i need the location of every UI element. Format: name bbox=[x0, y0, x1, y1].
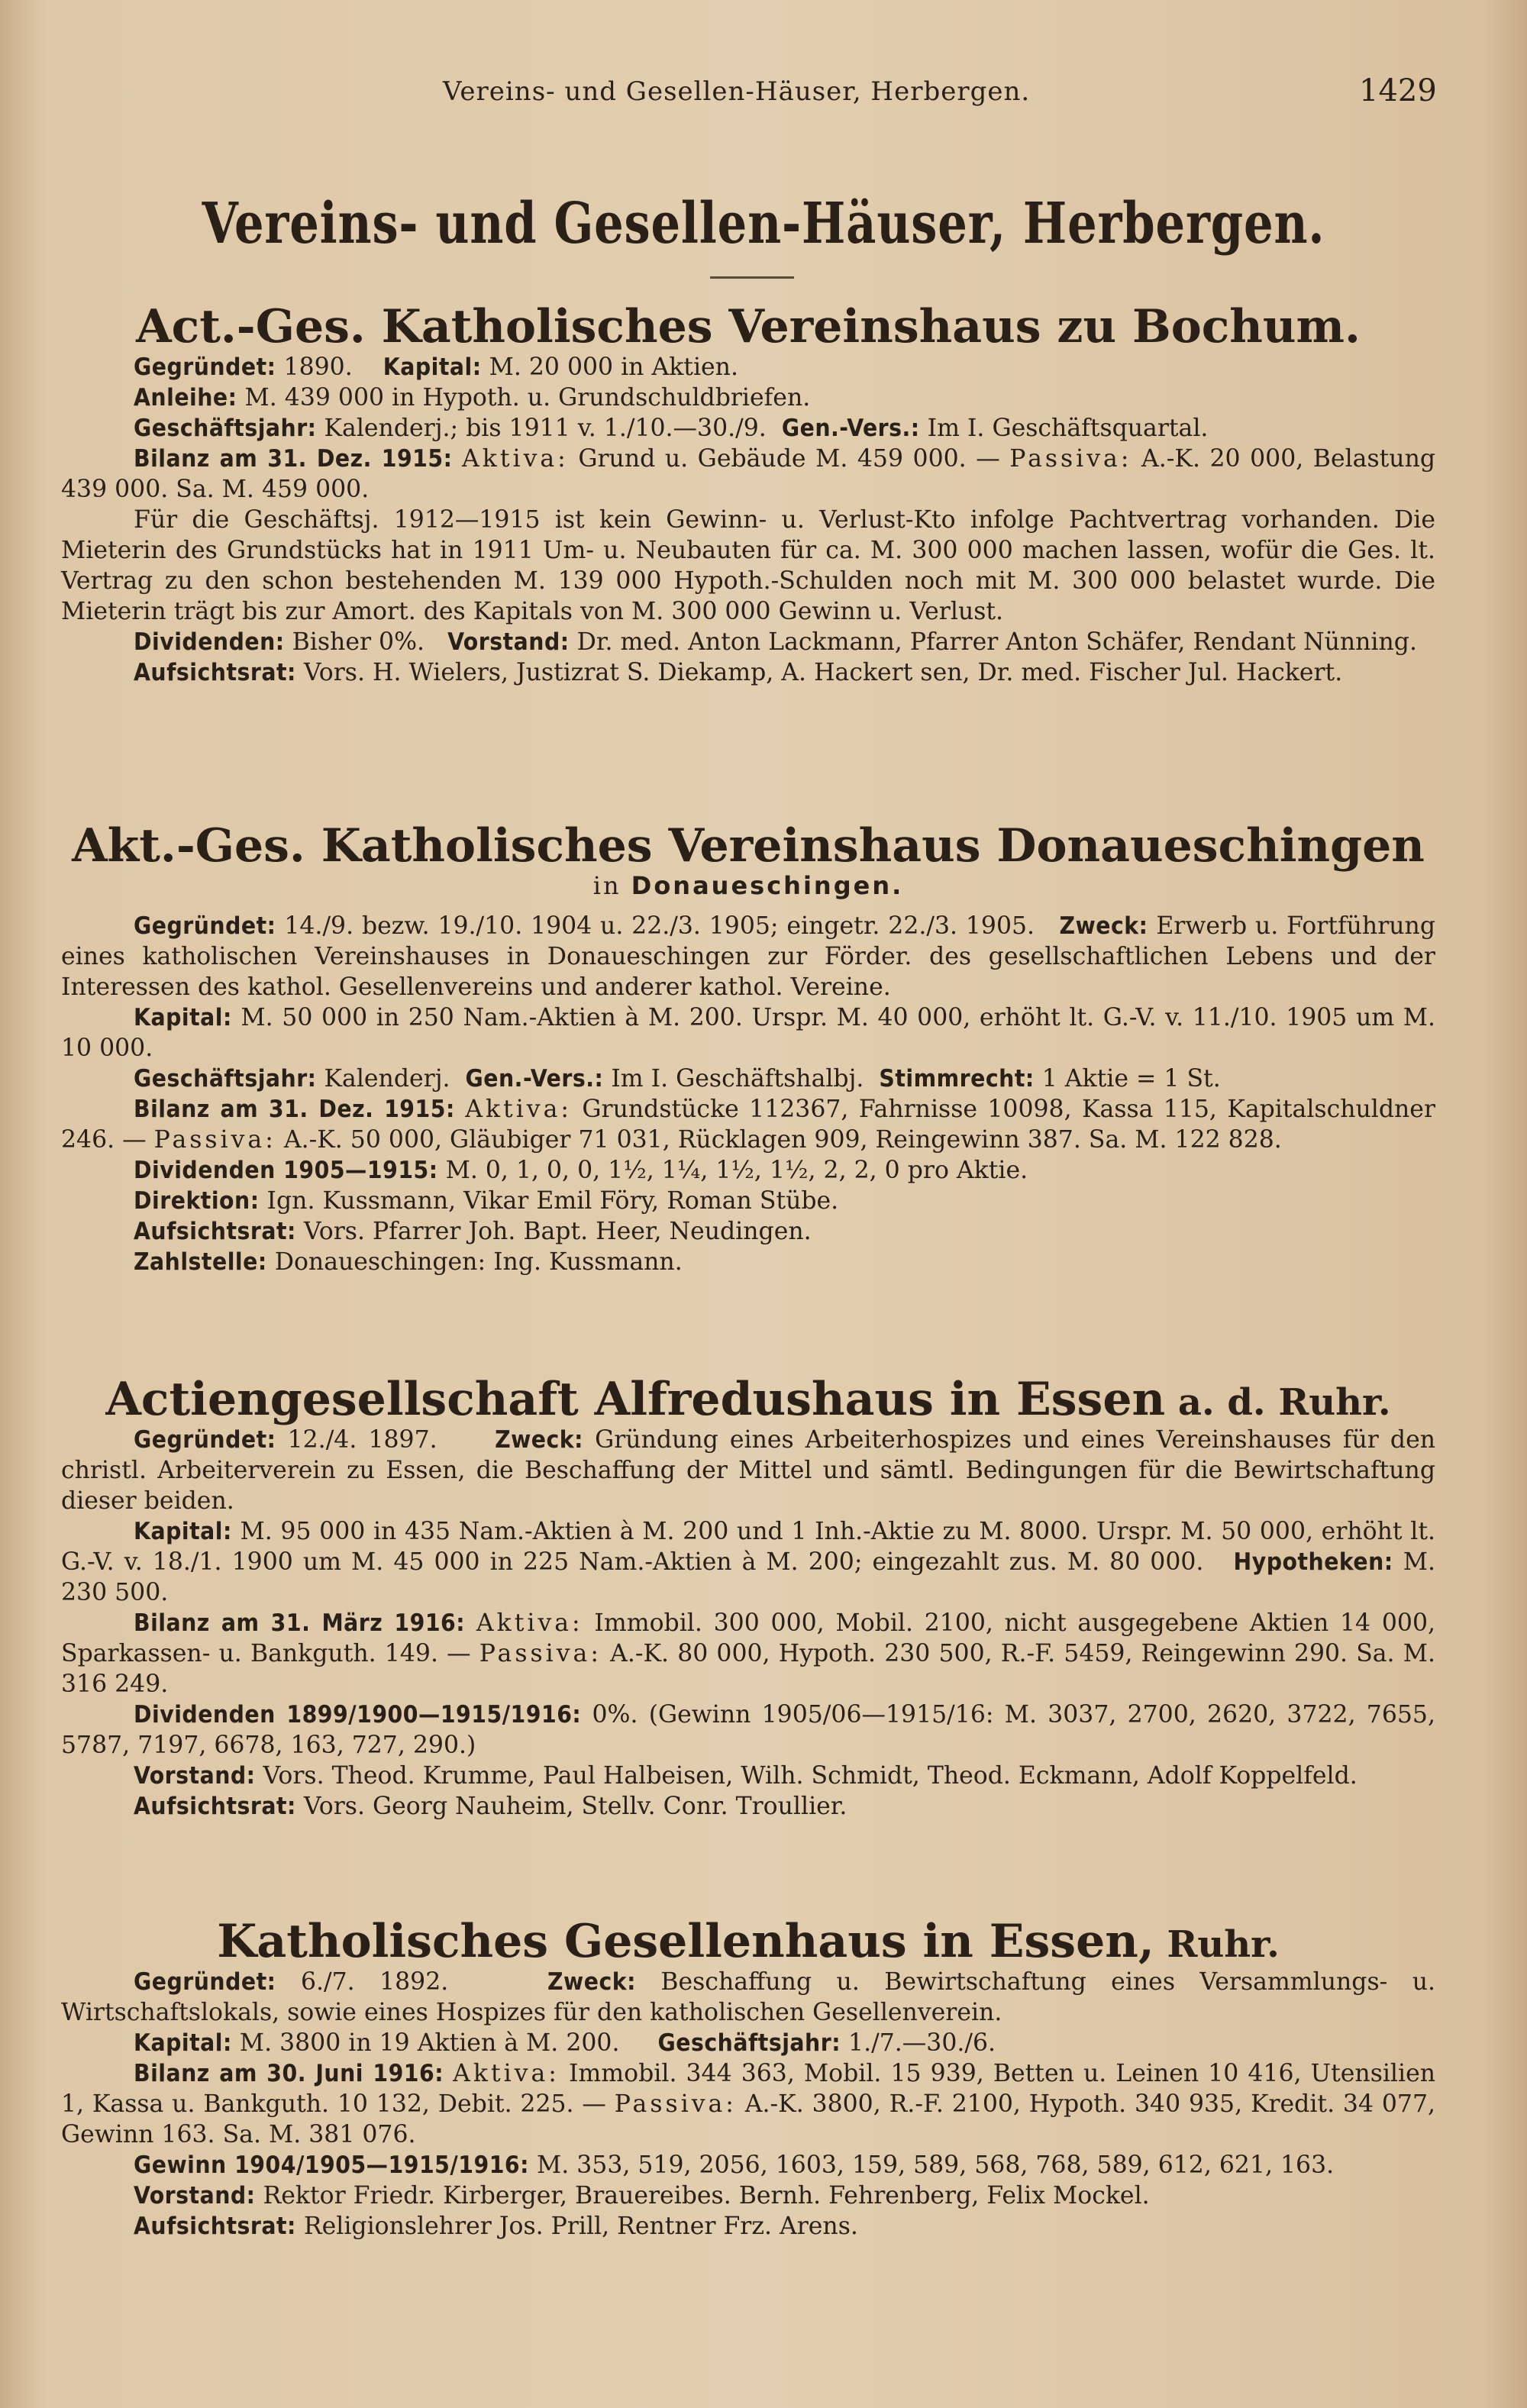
entry-paragraph bbox=[61, 1216, 1435, 1247]
field-label: Kapital: bbox=[134, 1518, 232, 1545]
entry-paragraph bbox=[61, 2180, 1435, 2211]
field-text: Kalenderj.; bis 1911 v. 1./10.—30./9. bbox=[316, 415, 782, 442]
entry-title bbox=[61, 1374, 1435, 1425]
field-label: Kapital: bbox=[383, 353, 482, 381]
field-label: Geschäftsjahr: bbox=[657, 2029, 841, 2057]
field-label: Hypotheken: bbox=[1233, 1548, 1393, 1576]
field-label: Bilanz am 31. Dez. 1915: bbox=[134, 445, 453, 473]
entry-paragraph bbox=[61, 1094, 1444, 1155]
field-text: 12./4. 1897. bbox=[276, 1426, 496, 1454]
balance-side-label: Passiva: bbox=[1009, 445, 1132, 473]
field-text: Im I. Geschäftsquartal. bbox=[919, 415, 1209, 442]
entry-gesellenhaus-essen bbox=[61, 1915, 1444, 2242]
field-text: M. 230 500. bbox=[61, 1548, 1444, 1606]
entry-body bbox=[61, 1967, 1444, 2242]
entry-paragraph bbox=[61, 1155, 1435, 1186]
field-label: Kapital: bbox=[134, 2029, 232, 2057]
field-text: Erwerb u. Fortführung eines katholischen Vereinshauses in Donaueschingen zur Förder. des gesellschaftlichen Lebens und der Interessen des kathol. Gesellenvereins und anderer kathol. Vereine. bbox=[61, 912, 1444, 1001]
field-text: Rektor Friedr. Kirberger, Brauereibes. Bernh. Fehrenberg, Felix Mockel. bbox=[255, 2182, 1150, 2209]
field-text: M. 439 000 in Hypoth. u. Grundschuldbriefen. bbox=[237, 384, 811, 412]
entry-title-text: Akt.-Ges. Katholisches Vereinshaus Donaueschingen bbox=[72, 819, 1425, 873]
running-title: Vereins- und Gesellen-Häuser, Herbergen. bbox=[443, 76, 1031, 107]
field-text: Vors. Georg Nauheim, Stellv. Conr. Troullier. bbox=[295, 1793, 847, 1820]
field-text: M. 95 000 in 435 Nam.-Aktien à M. 200 und 1 Inh.-Aktie zu M. 8000. Urspr. M. 50 000, erhöht lt. G.-V. v. 18./1. 1900 um M. 45 000 in 225 Nam.-Aktien à M. 200; eingezahlt zus. M. 80 000. bbox=[61, 1518, 1444, 1576]
field-text: Ign. Kussmann, Vikar Emil Föry, Roman Stübe. bbox=[259, 1187, 839, 1215]
field-text: A.-K. 50 000, Gläubiger 71 031, Rücklagen 909, Reingewinn 387. Sa. M. 122 828. bbox=[276, 1126, 1282, 1154]
balance-side-label: Aktiva: bbox=[476, 1609, 583, 1637]
field-text: Donaueschingen: Ing. Kussmann. bbox=[266, 1248, 683, 1276]
entry-paragraph bbox=[61, 1967, 1444, 2028]
field-text: Vors. Theod. Krumme, Paul Halbeisen, Wilh. Schmidt, Theod. Eckmann, Adolf Koppelfeld. bbox=[255, 1762, 1358, 1790]
entry-paragraph bbox=[61, 1186, 1435, 1216]
entry-paragraph bbox=[61, 657, 1435, 688]
field-text: A.-K. 20 000, Belastung 439 000. Sa. M. 459 000. bbox=[61, 445, 1444, 503]
balance-side-label: Aktiva: bbox=[453, 2060, 560, 2087]
field-text: A.-K. 3800, R.-F. 2100, Hypoth. 340 935, Kredit. 34 077, Gewinn 163. Sa. M. 381 076. bbox=[61, 2090, 1444, 2148]
field-text: Gründung eines Arbeiterhospizes und eines Vereinshauses für den christl. Arbeiterverein zu Essen, die Beschaffung der Mittel und sämtl. Bedingungen für die Bewirtschaftung dieser beiden. bbox=[61, 1426, 1444, 1515]
field-label: Zweck: bbox=[547, 1968, 636, 1996]
entry-body bbox=[61, 911, 1444, 1277]
entry-title bbox=[61, 1916, 1435, 1967]
field-label: Gegründet: bbox=[134, 1968, 276, 1996]
entry-paragraph bbox=[61, 444, 1444, 505]
balance-side-label: Passiva: bbox=[614, 2090, 737, 2118]
field-label: Gen.-Vers.: bbox=[781, 415, 920, 442]
entry-title-text: Actiengesellschaft Alfredushaus in Essen bbox=[105, 1373, 1166, 1426]
field-label: Aufsichtsrat: bbox=[134, 1218, 296, 1245]
entry-paragraph bbox=[61, 1002, 1444, 1064]
field-label: Vorstand: bbox=[447, 628, 570, 656]
field-label: Bilanz am 30. Juni 1916: bbox=[134, 2060, 444, 2087]
entry-alfredushaus bbox=[61, 1373, 1444, 1822]
entry-paragraph bbox=[61, 911, 1444, 1002]
balance-side-label: Aktiva: bbox=[462, 445, 569, 473]
field-text: 14./9. bezw. 19./10. 1904 u. 22./3. 1905; eingetr. 22./3. 1905. bbox=[276, 912, 1060, 940]
field-label: Gen.-Vers.: bbox=[465, 1065, 604, 1093]
field-label: Gegründet: bbox=[134, 1426, 276, 1454]
field-text bbox=[465, 1609, 476, 1637]
field-text: Bisher 0%. bbox=[284, 628, 448, 656]
field-label: Vorstand: bbox=[134, 1762, 256, 1790]
field-text: Vors. H. Wielers, Justizrat S. Diekamp, A. Hackert sen, Dr. med. Fischer Jul. Hackert. bbox=[295, 659, 1343, 686]
field-label: Kapital: bbox=[134, 1004, 232, 1031]
entry-paragraph bbox=[61, 1608, 1444, 1699]
field-label: Aufsichtsrat: bbox=[134, 659, 296, 686]
entry-paragraph bbox=[61, 352, 1435, 383]
field-label: Dividenden: bbox=[134, 628, 285, 656]
field-text bbox=[455, 1096, 465, 1123]
entry-bochum bbox=[61, 300, 1444, 688]
field-label: Geschäftsjahr: bbox=[134, 415, 317, 442]
field-text bbox=[452, 445, 462, 473]
field-text: Vors. Pfarrer Joh. Bapt. Heer, Neudingen. bbox=[295, 1218, 812, 1245]
entry-donaueschingen bbox=[61, 819, 1444, 1277]
subtitle-place: Donaueschingen. bbox=[631, 871, 904, 900]
entry-title-text: Act.-Ges. Katholisches Vereinshaus zu Bochum. bbox=[136, 300, 1361, 353]
balance-side-label: Aktiva: bbox=[465, 1096, 572, 1123]
field-label: Zweck: bbox=[495, 1426, 583, 1454]
title-divider bbox=[710, 276, 794, 279]
field-label: Aufsichtsrat: bbox=[134, 1793, 296, 1820]
entry-title bbox=[61, 302, 1435, 352]
entry-paragraph bbox=[61, 1247, 1435, 1277]
field-text: M. 3800 in 19 Aktien à M. 200. bbox=[231, 2029, 658, 2057]
entry-paragraph bbox=[61, 1425, 1444, 1516]
field-label: Dividenden 1905—1915: bbox=[134, 1157, 438, 1184]
field-label: Zweck: bbox=[1059, 912, 1148, 940]
field-text: 1890. bbox=[276, 353, 383, 381]
field-text: M. 20 000 in Aktien. bbox=[481, 353, 738, 381]
field-text: Religionslehrer Jos. Prill, Rentner Frz. Arens. bbox=[295, 2213, 858, 2240]
field-text: Im I. Geschäftshalbj. bbox=[603, 1065, 880, 1093]
entry-paragraph bbox=[61, 2028, 1435, 2058]
field-text: Dr. med. Anton Lackmann, Pfarrer Anton Schäfer, Rendant Nünning. bbox=[569, 628, 1417, 656]
field-text: A.-K. 80 000, Hypoth. 230 500, R.-F. 5459, Reingewinn 290. Sa. M. 316 249. bbox=[61, 1640, 1444, 1698]
entry-paragraph bbox=[61, 627, 1435, 657]
entry-paragraph bbox=[61, 1064, 1435, 1094]
field-text: Beschaffung u. Bewirtschaftung eines Versammlungs- u. Wirtschaftslokals, sowie eines Hospizes für den katholischen Gesellenverein. bbox=[61, 1968, 1444, 2026]
field-label: Zahlstelle: bbox=[134, 1248, 267, 1276]
field-text: 0%. (Gewinn 1905/06—1915/16: M. 3037, 2700, 2620, 3722, 7655, 5787, 7197, 6678, 163, 727, 290.) bbox=[61, 1701, 1444, 1759]
entry-paragraph bbox=[61, 413, 1435, 444]
entry-paragraph bbox=[61, 1761, 1435, 1791]
field-text: Für die Geschäftsj. 1912—1915 ist kein Gewinn- u. Verlust-Kto infolge Pachtvertrag vorhanden. Die Mieterin des Grundstücks hat in 1911 Um- u. Neubauten für ca. M. 300 000 machen lassen, wofür die Ges. lt. Vertrag zu den schon bestehenden M. 139 000 Hypoth.-Schulden noch mit M. 300 000 belastet wurde. Die Mieterin trägt bis zur Amort. des Kapitals von M. 300 000 Gewinn u. Verlust. bbox=[61, 506, 1444, 625]
field-label: Stimmrecht: bbox=[879, 1065, 1035, 1093]
field-label: Gegründet: bbox=[134, 353, 276, 381]
entry-title bbox=[61, 821, 1435, 871]
balance-side-label: Passiva: bbox=[479, 1640, 602, 1667]
entry-paragraph bbox=[61, 1516, 1444, 1608]
field-label: Gewinn 1904/1905—1915/1916: bbox=[134, 2151, 529, 2179]
entry-paragraph bbox=[61, 2150, 1435, 2180]
field-label: Bilanz am 31. März 1916: bbox=[134, 1609, 466, 1637]
entry-paragraph bbox=[61, 2058, 1444, 2150]
entry-subtitle bbox=[61, 871, 1435, 900]
field-label: Bilanz am 31. Dez. 1915: bbox=[134, 1096, 455, 1123]
field-text: Immobil. 300 000, Mobil. 2100, nicht ausgegebene Aktien 14 000, Sparkassen- u. Bankguth. 149. — bbox=[61, 1609, 1444, 1667]
entry-paragraph bbox=[61, 1699, 1444, 1761]
field-text: Grundstücke 112367, Fahrnisse 10098, Kassa 115, Kapitalschuldner 246. — bbox=[61, 1096, 1444, 1154]
subtitle-prefix: in bbox=[592, 871, 621, 900]
field-label: Aufsichtsrat: bbox=[134, 2213, 296, 2240]
field-label: Vorstand: bbox=[134, 2182, 256, 2209]
field-label: Direktion: bbox=[134, 1187, 260, 1215]
entry-body bbox=[61, 352, 1444, 688]
page-number: 1429 bbox=[1359, 73, 1437, 108]
running-head bbox=[0, 73, 1527, 122]
field-text: 1 Aktie = 1 St. bbox=[1034, 1065, 1221, 1093]
field-text: 6./7. 1892. bbox=[276, 1968, 547, 1996]
field-text: 1./7.—30./6. bbox=[841, 2029, 996, 2057]
field-text: Grund u. Gebäude M. 459 000. — bbox=[568, 445, 1010, 473]
entry-paragraph bbox=[61, 505, 1444, 627]
balance-side-label: Passiva: bbox=[153, 1126, 276, 1154]
field-label: Dividenden 1899/1900—1915/1916: bbox=[134, 1701, 582, 1729]
entry-title-suffix: a. d. Ruhr. bbox=[1165, 1381, 1391, 1424]
entry-paragraph bbox=[61, 1791, 1435, 1822]
field-text: Immobil. 344 363, Mobil. 15 939, Betten u. Leinen 10 416, Utensilien 1, Kassa u. Bankguth. 10 132, Debit. 225. — bbox=[61, 2060, 1444, 2118]
field-text: M. 353, 519, 2056, 1603, 159, 589, 568, 768, 589, 612, 621, 163. bbox=[528, 2151, 1335, 2179]
entry-title-suffix: Ruhr. bbox=[1154, 1923, 1280, 1966]
entry-paragraph bbox=[61, 383, 1435, 413]
field-label: Anleihe: bbox=[134, 384, 237, 412]
section-title: Vereins- und Gesellen-Häuser, Herbergen. bbox=[202, 191, 1325, 257]
field-text: M. 0, 1, 0, 0, 1½, 1¼, 1½, 1½, 2, 2, 0 pro Aktie. bbox=[437, 1157, 1028, 1184]
field-text: Kalenderj. bbox=[316, 1065, 466, 1093]
field-text bbox=[444, 2060, 453, 2087]
entry-title-text: Katholisches Gesellenhaus in Essen, bbox=[217, 1915, 1154, 1968]
field-text: M. 50 000 in 250 Nam.-Aktien à M. 200. Urspr. M. 40 000, erhöht lt. G.-V. v. 11./10. 1905 um M. 10 000. bbox=[61, 1004, 1444, 1062]
field-label: Gegründet: bbox=[134, 912, 276, 940]
entry-body bbox=[61, 1425, 1444, 1822]
field-label: Geschäftsjahr: bbox=[134, 1065, 317, 1093]
entry-paragraph bbox=[61, 2211, 1435, 2242]
